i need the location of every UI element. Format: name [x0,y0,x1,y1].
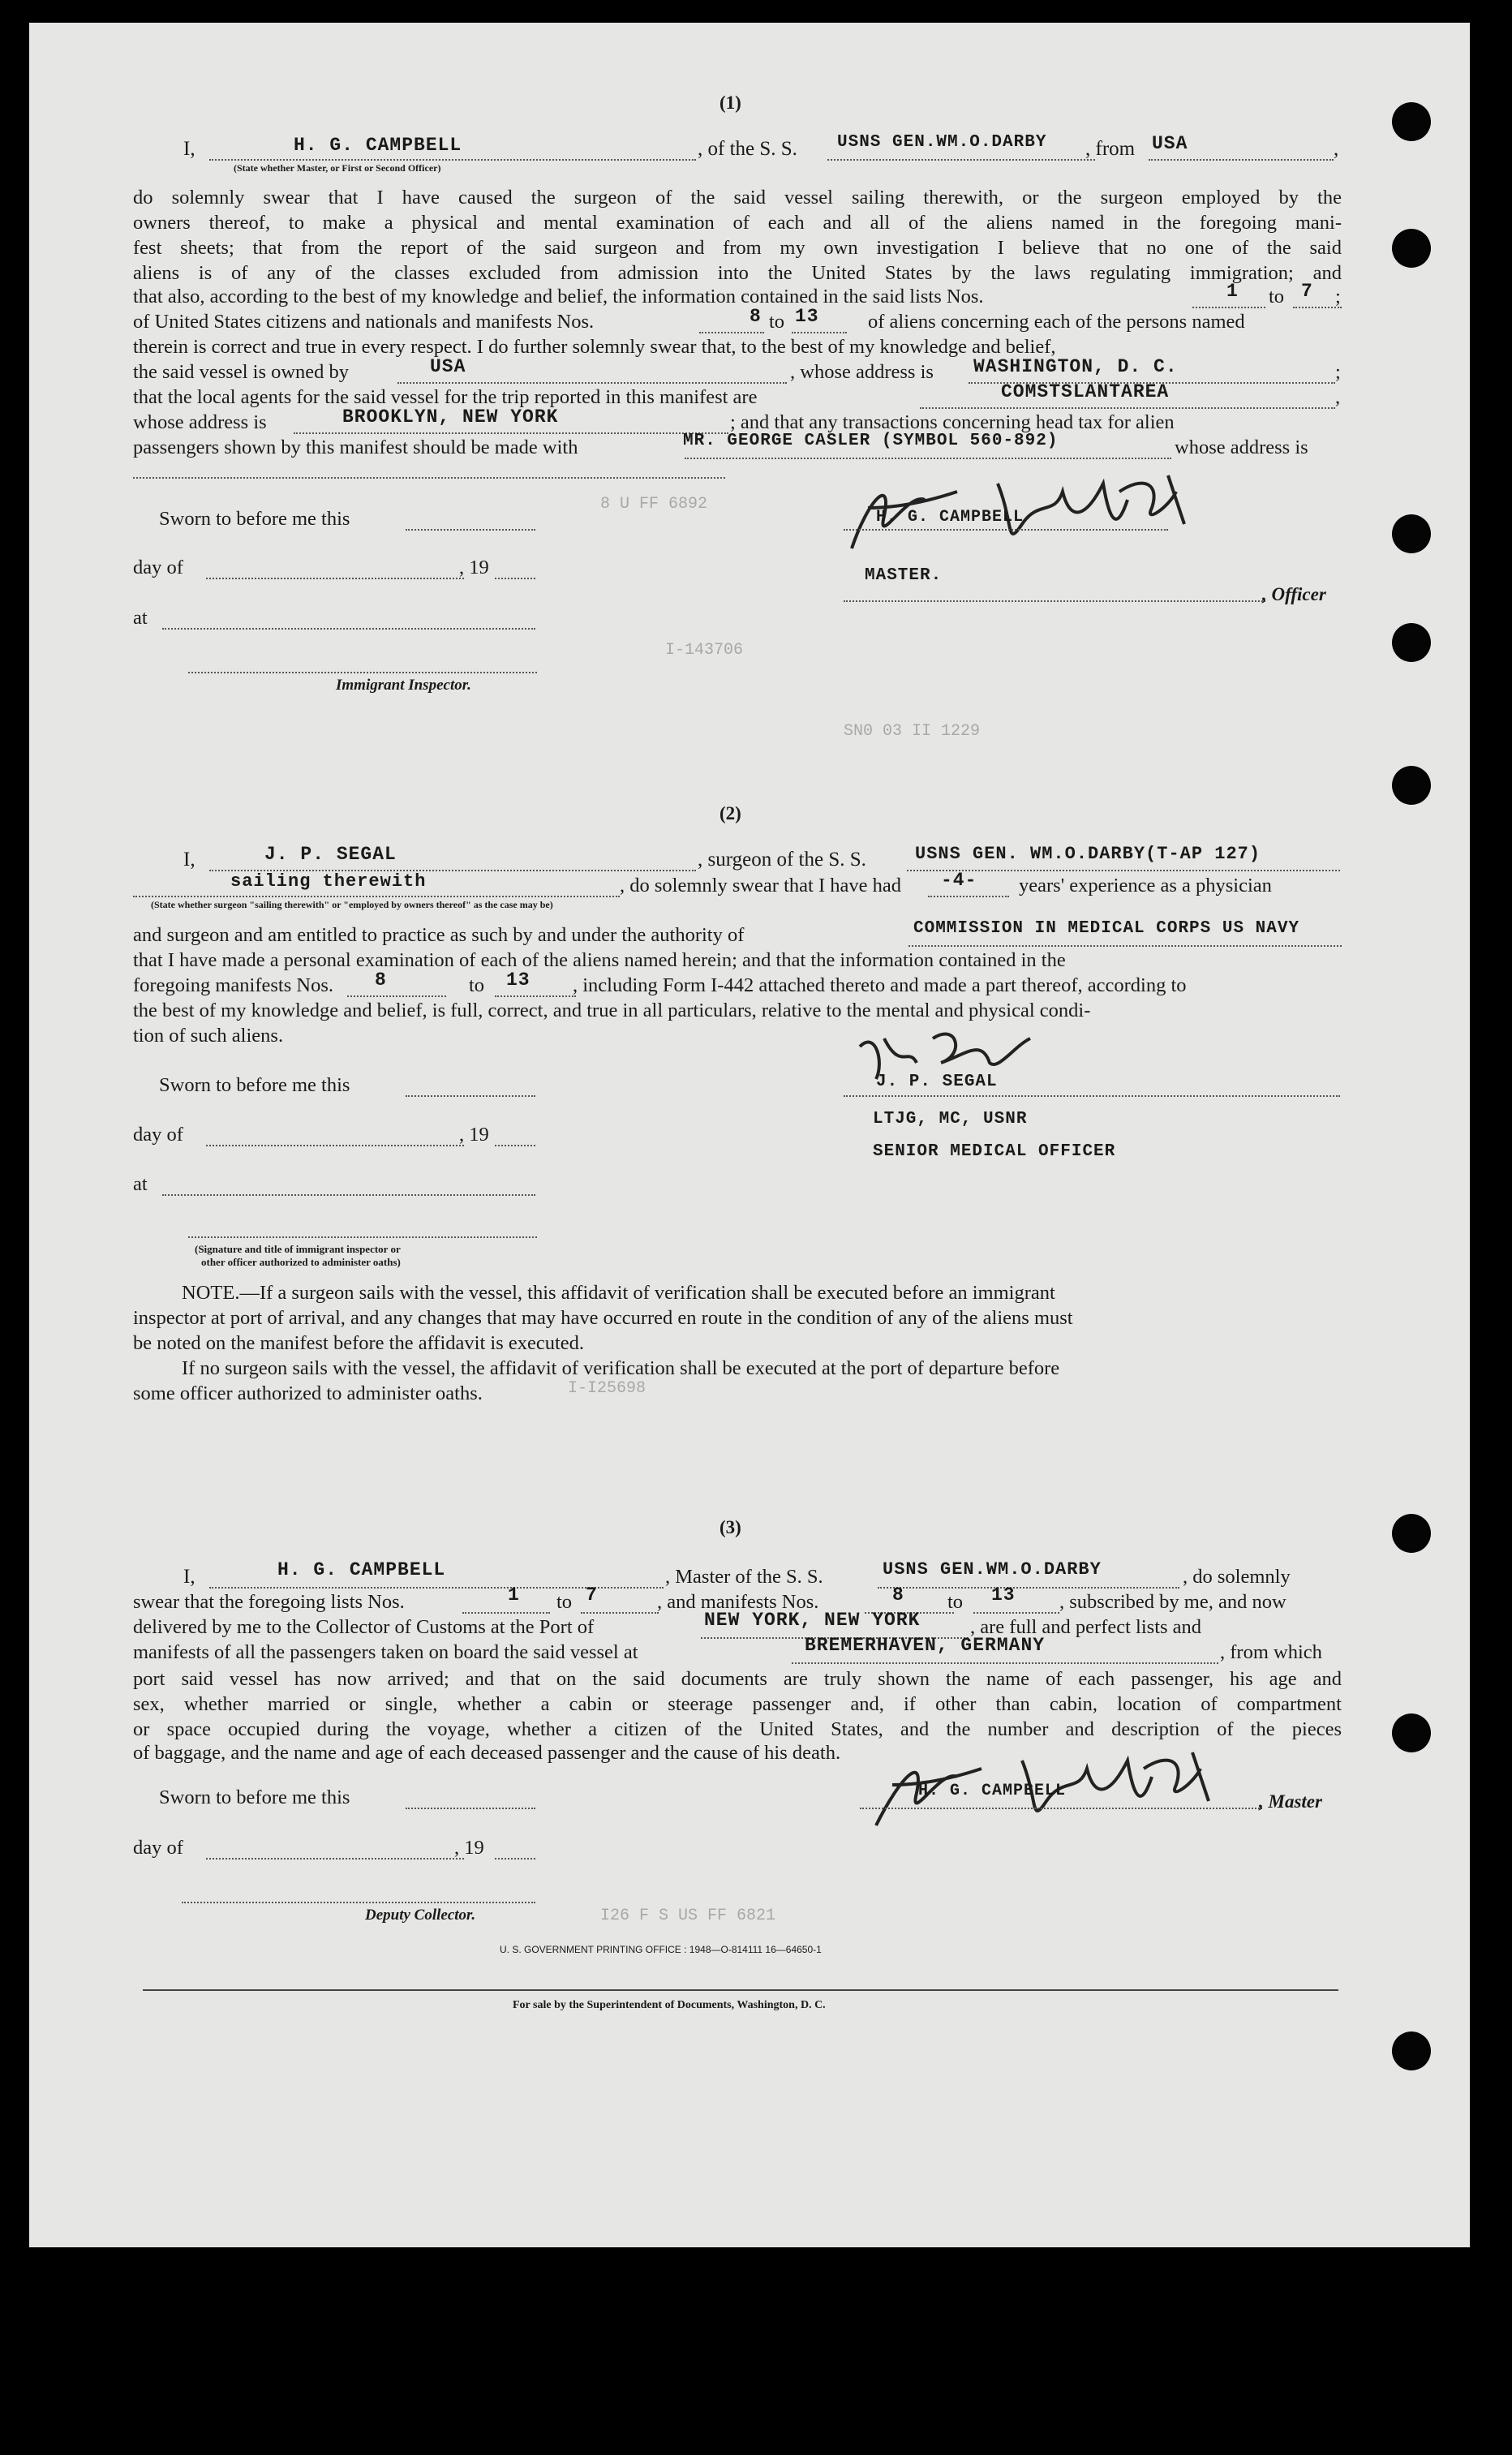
vessel-name: USNS GEN.WM.O.DARBY [837,133,1047,152]
fill-line [495,578,535,579]
owner-address: WASHINGTON, D. C. [973,356,1178,377]
day-label: day of [133,1837,183,1859]
inspector-caption: (Signature and title of immigrant inspector or [195,1243,401,1255]
fill-line [133,896,620,897]
fill-line [397,382,787,384]
oath-line: ; and that any transactions concerning head tax for alien [730,411,1175,433]
printing-office: U. S. GOVERNMENT PRINTING OFFICE : 1948—O-814111 16—64650-1 [500,1944,822,1955]
head-tax-contact: MR. GEORGE CASLER (SYMBOL 560-892) [683,432,1059,450]
oath-line: that I have made a personal examination of each of the aliens named herein; and that the information contained in the [133,949,1066,971]
section-number: (3) [719,1517,741,1537]
bleed-through: SN0 03 II 1229 [844,722,981,741]
section-number: (2) [719,803,741,823]
fill-line [133,477,725,479]
intro-text: I, [183,1566,195,1588]
label-text: , are full and perfect lists and [970,1616,1202,1638]
lists-to: 7 [586,1584,598,1606]
from-port: USA [1152,133,1188,154]
lists-from: 1 [508,1584,520,1606]
fill-line [581,1612,659,1614]
fill-line [462,1612,550,1614]
punch-hole [1392,102,1431,141]
years-experience: -4- [941,870,977,891]
label-text: , from [1085,138,1136,160]
fill-line [699,332,764,333]
fill-line [844,529,1168,531]
fill-line [860,1808,1262,1809]
field-caption: (State whether surgeon "sailing therewith" or "employed by owners thereof" as the case may be) [151,899,553,910]
fill-line [844,1095,1340,1097]
sworn-label: Sworn to before me this [159,508,350,530]
oath-paragraph: port said vessel has now arrived; and that on the said documents are truly shown the name of each passenger, his age and sex, whether married or single, whether a cabin or steerage passenger and, if other than cabin, location of compartment or space occupied during the voyage, whether a citizen of the United States, and the number and description of the pieces [133,1668,1342,1740]
punct: ; [1335,361,1341,383]
oath-line: and surgeon and am entitled to practice as such by and under the authority of [133,924,745,946]
oath-line: swear that the foregoing lists Nos. [133,1591,405,1613]
year-label: , 19 [454,1837,484,1859]
signature-typed: H. G. CAMPBELL [918,1782,1067,1800]
note-line: If no surgeon sails with the vessel, the affidavit of verification shall be executed at the port of departure before [182,1357,1060,1379]
fill-line [206,578,464,579]
oath-line: of United States citizens and nationals and manifests Nos. [133,311,595,333]
oath-line: that the local agents for the said vessel for the trip reported in this manifest are [133,386,758,408]
fill-line [347,995,446,997]
oath-line: of aliens concerning each of the persons named [868,311,1245,333]
fill-line [878,1587,1179,1589]
fill-line [792,332,847,333]
fill-line [182,1902,535,1903]
surgeon-title: LTJG, MC, USNR [873,1110,1028,1129]
manifests-from: 8 [375,970,387,991]
label-text: to [1269,286,1285,307]
fill-line [827,159,1095,161]
fill-line [209,159,696,161]
agents-address: BROOKLYN, NEW YORK [342,406,559,428]
lists-from: 1 [1226,281,1239,302]
label-text: to [947,1591,964,1613]
section-number: (1) [719,92,741,113]
fill-line [406,529,535,531]
sailing-status: sailing therewith [230,871,427,892]
owner: USA [430,356,466,377]
label-text: , of the S. S. [698,138,797,160]
label-text: , do solemnly [1183,1566,1291,1588]
note-line: inspector at port of arrival, and any changes that may have occurred en route in the condition of any of the aliens must [133,1307,1073,1329]
arrival-port: NEW YORK, NEW YORK [704,1610,921,1631]
label-text: , surgeon of the S. S. [698,849,866,871]
oath-line: manifests of all the passengers taken on board the said vessel at [133,1641,638,1663]
inspector-caption: Immigrant Inspector. [336,677,471,694]
bleed-through: I26 F S US FF 6821 [600,1907,776,1925]
fill-line [973,1612,1059,1614]
fill-line [495,1858,535,1860]
departure-port: BREMERHAVEN, GERMANY [805,1635,1046,1656]
day-label: day of [133,1124,183,1146]
fill-line [206,1858,464,1860]
master-name: H. G. CAMPBELL [294,135,462,156]
label-text: , from which [1220,1641,1322,1663]
label-text: , do solemnly swear that I have had [620,875,901,896]
fill-line [1192,307,1265,308]
fill-line [928,896,1009,897]
note-line: NOTE.—If a surgeon sails with the vessel, this affidavit of verification shall be executed before an immigrant [182,1282,1055,1304]
punch-hole [1392,514,1431,553]
oath-line: delivered by me to the Collector of Customs at the Port of [133,1616,595,1638]
fill-line [188,672,537,673]
label-text: , and manifests Nos. [657,1591,819,1613]
fill-line [162,628,535,630]
officer-caption: , Officer [1262,584,1326,604]
at-label: at [133,607,148,629]
label-text: to [769,311,785,333]
authority: COMMISSION IN MEDICAL CORPS US NAVY [913,919,1300,938]
fill-line [1293,307,1342,308]
punch-hole [1392,766,1431,805]
for-sale-note: For sale by the Superintendent of Documents, Washington, D. C. [513,1999,826,2011]
oath-line: whose address is [133,411,267,433]
bleed-through: I-I25698 [568,1379,646,1398]
label-text: to [469,974,485,996]
oath-line: of baggage, and the name and age of each deceased passenger and the cause of his death. [133,1742,841,1764]
oath-paragraph: do solemnly swear that I have caused the surgeon of the said vessel sailing therewith, or the surgeon employed by the owners thereof, to make a physical and mental examination of each and all of the aliens named in the foregoing mani- fest sheets; that from the report of the said surgeon and from my own investigation I believe that no one of the said aliens is of any of the classes excluded from admission into the United States by the laws regulating immigration; and [133,187,1342,284]
oath-line: tion of such aliens. [133,1025,284,1047]
oath-line: therein is correct and true in every respect. I do further solemnly swear that, to the best of my knowledge and belief, [133,336,1056,358]
punch-hole [1392,623,1431,662]
year-label: , 19 [459,1124,489,1146]
label-text: , whose address is [790,361,934,383]
punch-hole [1392,1713,1431,1752]
fill-line [495,995,576,997]
oath-line: passengers shown by this manifest should be made with [133,436,578,458]
punct: , [1335,386,1341,408]
year-label: , 19 [459,557,489,578]
surgeon-title: SENIOR MEDICAL OFFICER [873,1142,1116,1161]
sworn-label: Sworn to before me this [159,1786,350,1808]
fill-line [920,407,1335,409]
note-line: some officer authorized to administer oaths. [133,1382,483,1404]
manifests-to: 13 [991,1584,1016,1606]
manifests-to: 13 [506,970,530,991]
label-text: to [556,1591,573,1613]
punch-hole [1392,229,1431,268]
fill-line [792,1662,1218,1664]
fill-line [162,1194,535,1196]
master-rank: MASTER. [865,566,943,585]
fill-line [495,1145,535,1146]
inspector-caption: other officer authorized to administer oaths) [201,1256,401,1268]
note-line: be noted on the manifest before the affidavit is executed. [133,1332,585,1354]
fill-line [294,432,728,434]
bleed-through: I-143706 [665,641,744,660]
label-text: years' experience as a physician [1019,875,1272,896]
intro-text: I, [183,138,195,160]
punch-hole [1392,2032,1431,2070]
at-label: at [133,1173,148,1195]
manifests-from: 8 [750,306,762,327]
fill-line [188,1236,537,1238]
fill-line [406,1808,535,1809]
signature-typed: J. P. SEGAL [876,1073,998,1091]
surgeon-name: J. P. SEGAL [264,844,397,865]
bleed-through: 8 U FF 6892 [600,495,708,514]
fill-line [1149,159,1334,161]
oath-line: foregoing manifests Nos. [133,974,333,996]
local-agents: COMSTSLANTAREA [1001,381,1170,402]
vessel-name: USNS GEN. WM.O.DARBY(T-AP 127) [915,844,1261,864]
manifests-from: 8 [892,1584,904,1606]
label-text: whose address is [1175,436,1308,458]
field-caption: (State whether Master, or First or Second Officer) [234,162,441,174]
master-name: H. G. CAMPBELL [277,1559,446,1580]
fill-line [206,1145,464,1146]
punch-hole [1392,1514,1431,1553]
intro-text: I, [183,849,195,871]
day-label: day of [133,557,183,578]
signature-typed: H. G. CAMPBELL [876,508,1024,527]
manifests-to: 13 [795,306,819,327]
master-caption: , Master [1259,1791,1322,1812]
lists-to: 7 [1301,281,1313,302]
fill-line [908,945,1342,947]
vessel-name: USNS GEN.WM.O.DARBY [883,1559,1102,1580]
punct: ; [1335,286,1341,307]
oath-line: the best of my knowledge and belief, is full, correct, and true in all particulars, relative to the mental and physical condi- [133,1000,1091,1021]
footer-rule [143,1989,1338,1991]
collector-caption: Deputy Collector. [365,1907,476,1924]
fill-line [844,600,1265,602]
label-text: , Master of the S. S. [665,1566,823,1588]
oath-line: that also, according to the best of my knowledge and belief, the information contained in the said lists Nos. [133,286,984,307]
label-text: , subscribed by me, and now [1059,1591,1286,1613]
fill-line [406,1095,535,1097]
sworn-label: Sworn to before me this [159,1074,350,1096]
punct: , [1334,138,1339,160]
handwritten-signature [860,1720,1265,1842]
oath-line: the said vessel is owned by [133,361,350,383]
oath-line: , including Form I-442 attached thereto and made a part thereof, according to [573,974,1187,996]
